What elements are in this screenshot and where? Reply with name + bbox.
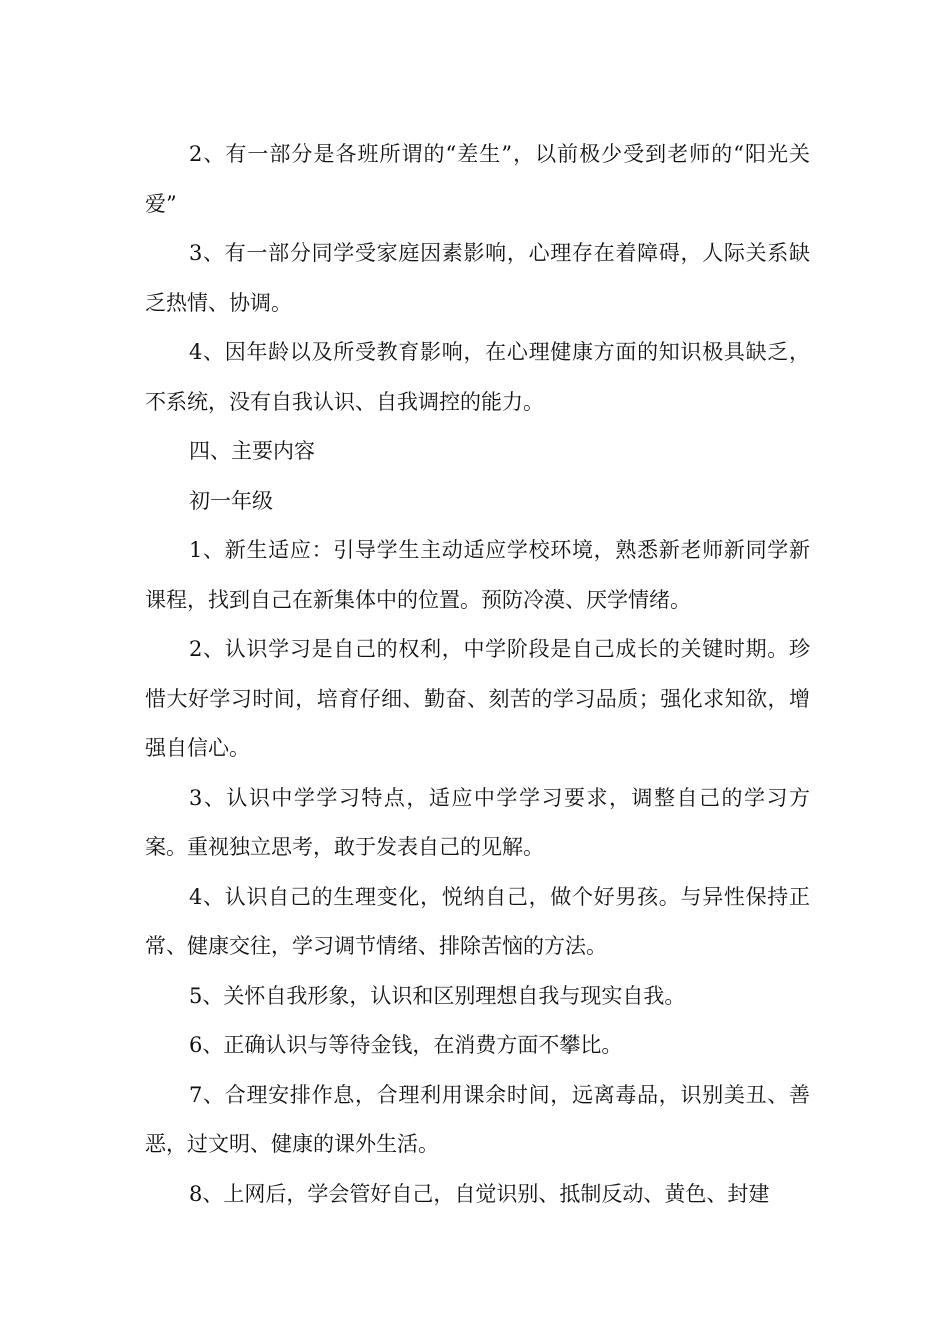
paragraph-3: 4、因年龄以及所受教育影响，在心理健康方面的知识极具缺乏，不系统，没有自我认识、自我调控的能力。 [145,340,810,414]
document-body [145,130,810,1219]
paragraph-1: 2、有一部分是各班所谓的“差生”，以前极少受到老师的“阳光关爱” [145,142,810,216]
paragraph-11: 8、上网后，学会管好自己，自觉识别、抵制反动、黄色、封建 [189,1181,770,1206]
paragraph-6: 3、认识中学学习特点，适应中学学习要求，调整自己的学习方案。重视独立思考，敢于发表自己的见解。 [145,785,810,859]
subsection-heading: 初一年级 [189,488,273,513]
paragraph-7: 4、认识自己的生理变化，悦纳自己，做个好男孩。与异性保持正常、健康交往，学习调节情绪、排除苦恼的方法。 [145,884,810,958]
paragraph-10: 7、合理安排作息，合理利用课余时间，远离毒品，识别美丑、善恶，过文明、健康的课外生活。 [145,1082,810,1156]
paragraph-5: 2、认识学习是自己的权利，中学阶段是自己成长的关键时期。珍惜大好学习时间，培育仔细、勤奋、刻苦的学习品质；强化求知欲，增强自信心。 [145,637,810,760]
paragraph-9: 6、正确认识与等待金钱，在消费方面不攀比。 [189,1033,623,1057]
paragraph-4: 1、新生适应：引导学生主动适应学校环境，熟悉新老师新同学新课程，找到自己在新集体中的位置。预防冷漠、厌学情绪。 [145,538,810,612]
paragraph-8: 5、关怀自我形象，认识和区别理想自我与现实自我。 [189,983,686,1008]
paragraph-2: 3、有一部分同学受家庭因素影响，心理存在着障碍，人际关系缺乏热情、协调。 [145,241,810,315]
section-heading: 四、主要内容 [189,439,315,463]
